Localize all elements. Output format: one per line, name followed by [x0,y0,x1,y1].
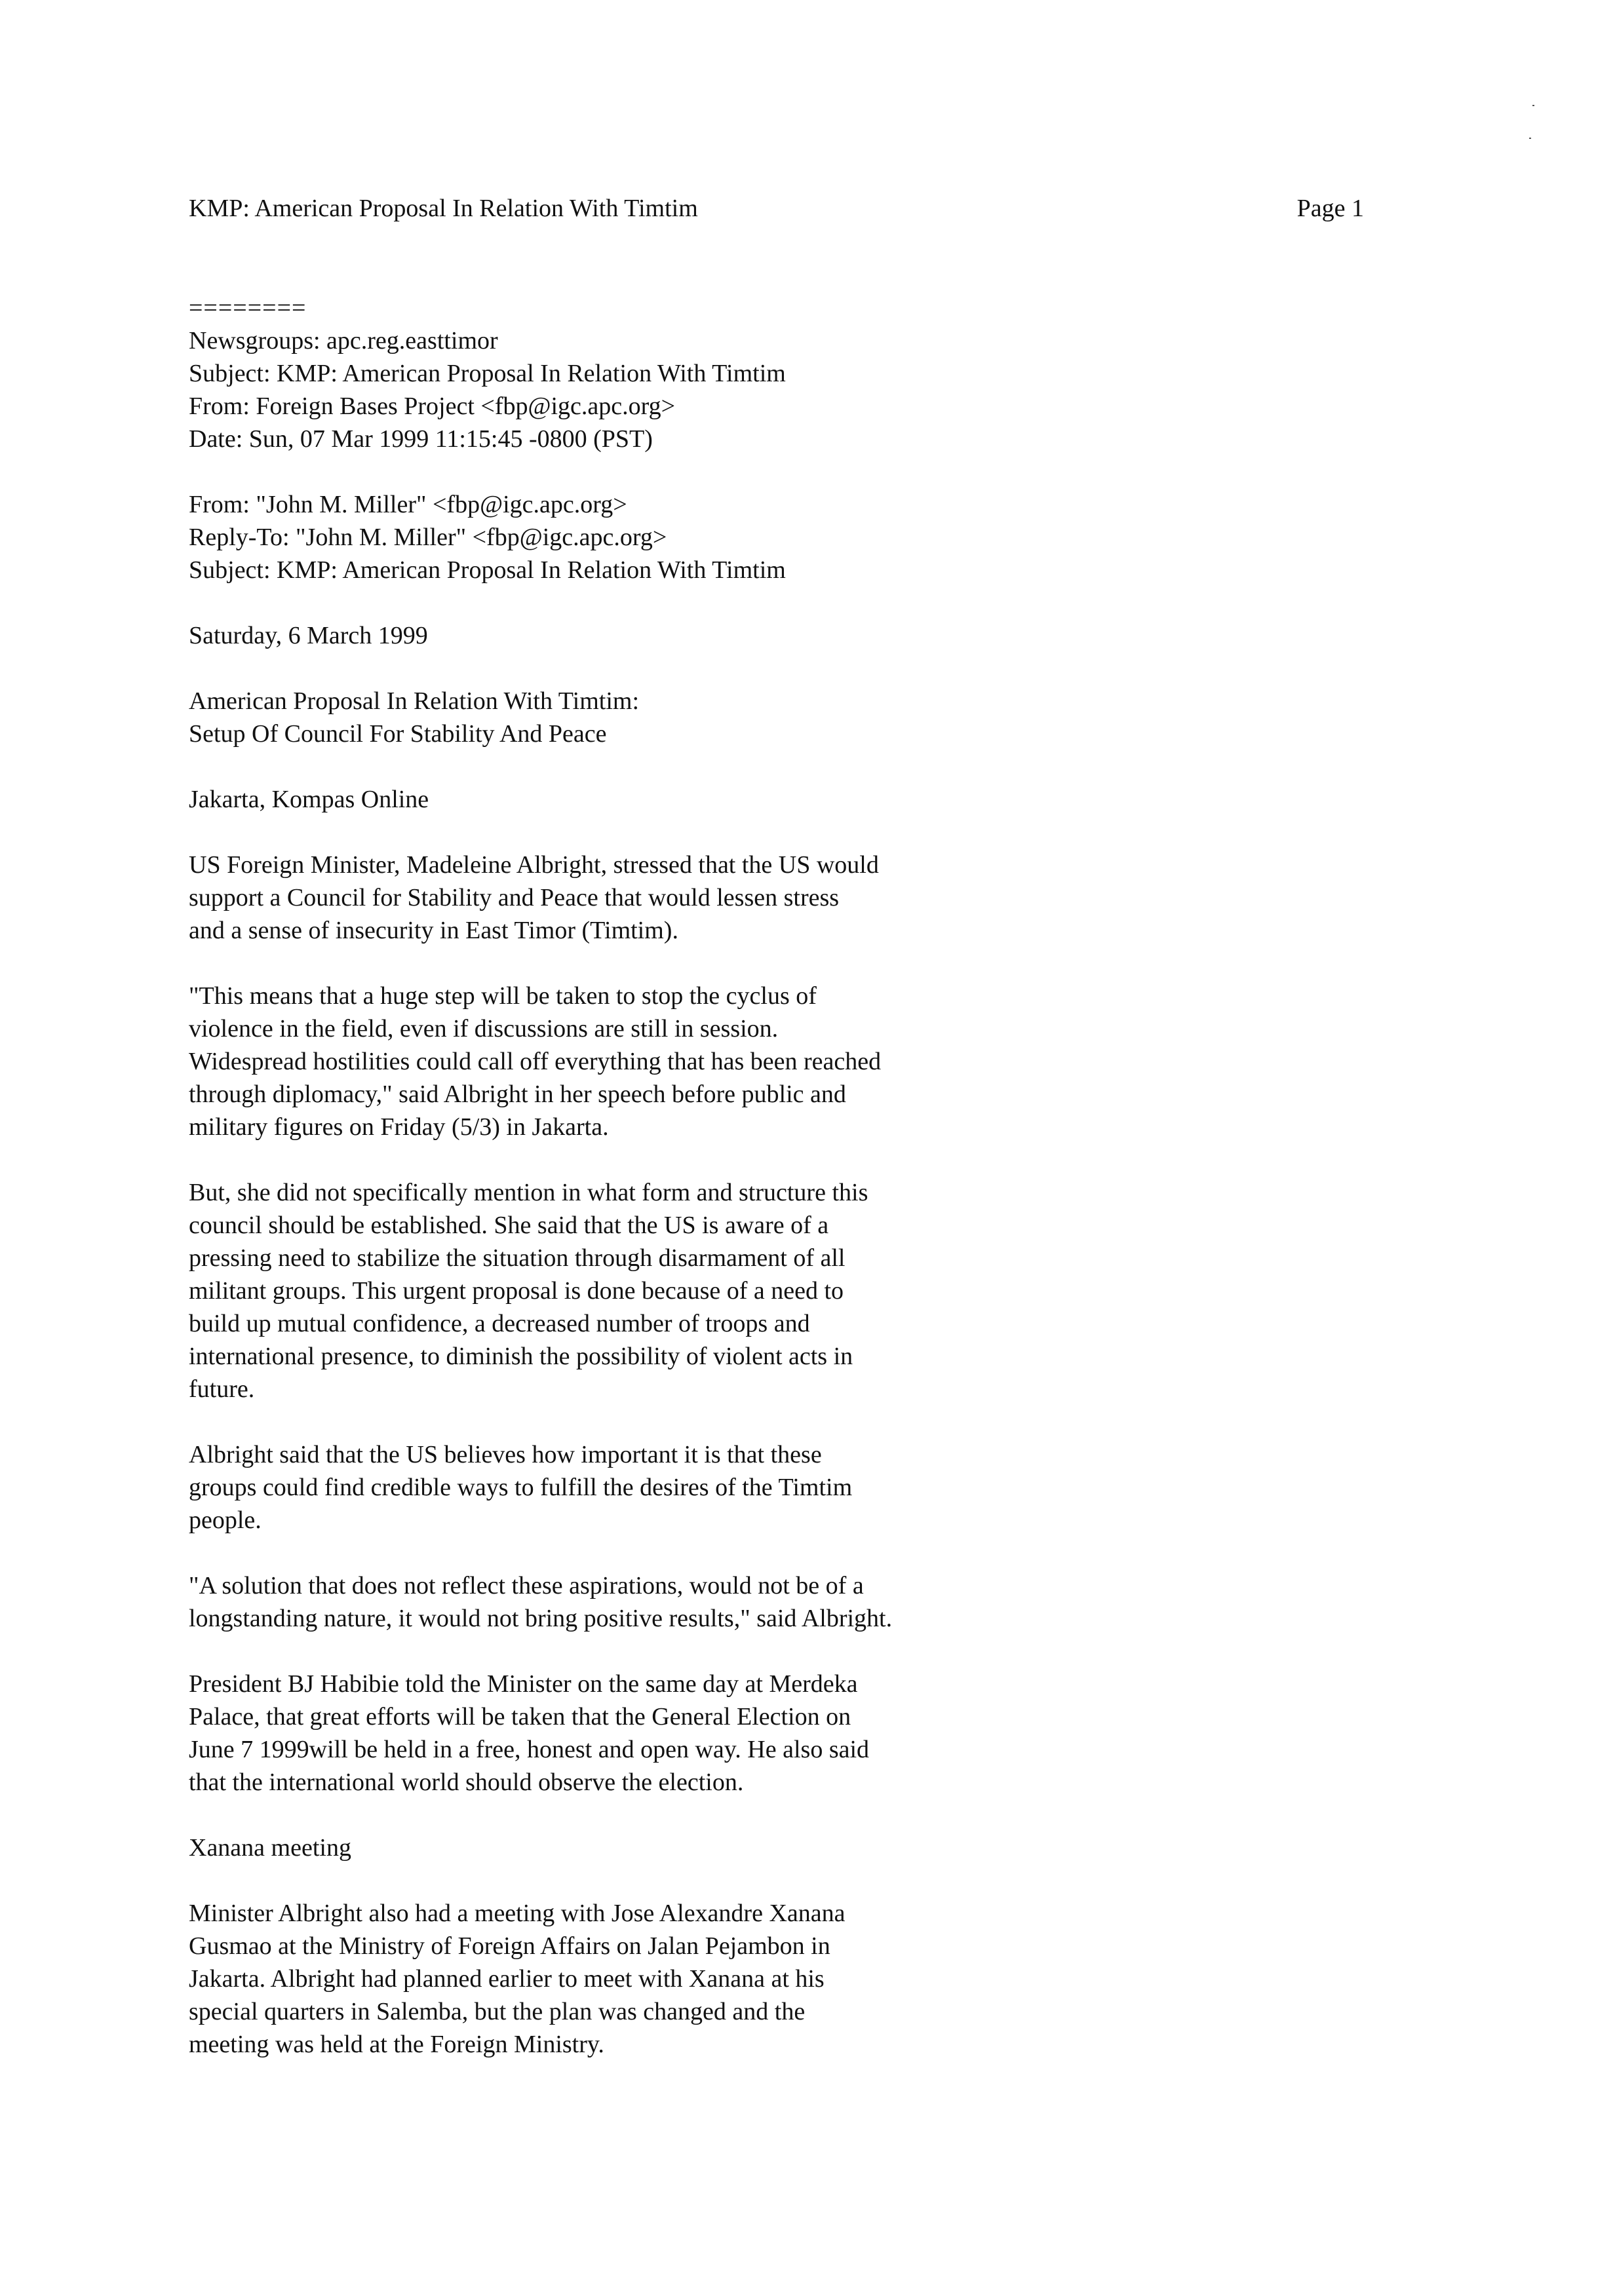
paragraph [189,849,1369,947]
source-text: Jakarta, Kompas Online [189,786,429,813]
paragraph-line: international presence, to diminish the possibility of violent acts in [189,1343,853,1370]
paragraph-line: Albright said that the US believes how important it is that these [189,1441,822,1468]
paragraph-line: pressing need to stabilize the situation through disarmament of all [189,1244,846,1272]
email-header [189,292,1369,455]
paragraph [189,1897,1369,2061]
paragraph-line: longstanding nature, it would not bring positive results," said Albright. [189,1605,893,1632]
paragraph [189,980,1369,1143]
article-source [189,783,1369,816]
section-heading [189,1831,1369,1864]
separator-line: ======== [189,294,307,322]
paragraph-line: US Foreign Minister, Madeleine Albright, stressed that the US would [189,851,879,879]
paragraph-line: Gusmao at the Ministry of Foreign Affairs on Jalan Pejambon in [189,1932,830,1960]
reply-to-line: Reply-To: "John M. Miller" <fbp@igc.apc.org> [189,524,667,551]
paragraph-line: and a sense of insecurity in East Timor (Timtim). [189,917,678,944]
paragraph-line: Jakarta. Albright had planned earlier to meet with Xanana at his [189,1965,825,1993]
paragraph-line: council should be established. She said that the US is aware of a [189,1212,829,1239]
paragraph [189,1176,1369,1406]
paragraph-line: that the international world should observe the election. [189,1769,744,1796]
paragraph-line: groups could find credible ways to fulfill the desires of the Timtim [189,1474,853,1501]
paragraph-line: "This means that a huge step will be taken to stop the cyclus of [189,982,817,1010]
paragraph-line: Widespread hostilities could call off everything that has been reached [189,1048,882,1075]
section-heading-text: Xanana meeting [189,1834,351,1862]
page-number: Page 1 [1296,195,1364,222]
headline-line: American Proposal In Relation With Timtim: [189,687,640,715]
paragraph-line: But, she did not specifically mention in what form and structure this [189,1179,868,1206]
page-header [189,191,1426,225]
paragraph-line: build up mutual confidence, a decreased number of troops and [189,1310,810,1337]
paragraph-line: "A solution that does not reflect these aspirations, would not be of a [189,1572,864,1599]
newsgroups-line: Newsgroups: apc.reg.easttimor [189,327,498,354]
paragraph-line: military figures on Friday (5/3) in Jakarta. [189,1113,609,1141]
paragraph-line: militant groups. This urgent proposal is done because of a need to [189,1277,844,1305]
scan-speck [1532,105,1534,106]
article-headline [189,685,1369,750]
paragraph-line: support a Council for Stability and Peace that would lessen stress [189,884,840,911]
paragraph-line: President BJ Habibie told the Minister on the same day at Merdeka [189,1670,858,1698]
paragraph-line: special quarters in Salemba, but the plan was changed and the [189,1998,806,2025]
paragraph [189,1668,1369,1799]
paragraph-line: June 7 1999will be held in a free, honest and open way. He also said [189,1736,870,1763]
subject-line: Subject: KMP: American Proposal In Relation With Timtim [189,556,786,584]
paragraph-line: violence in the field, even if discussions are still in session. [189,1015,779,1043]
from-line: From: Foreign Bases Project <fbp@igc.apc.org> [189,392,676,420]
document-body [189,292,1369,2061]
paragraph-line: meeting was held at the Foreign Ministry. [189,2031,604,2058]
forward-header [189,488,1369,586]
header-title: KMP: American Proposal In Relation With Timtim [189,195,698,222]
from-line: From: "John M. Miller" <fbp@igc.apc.org> [189,491,627,518]
headline-line: Setup Of Council For Stability And Peace [189,720,607,748]
scan-speck [1529,138,1531,139]
article-dateline [189,619,1369,652]
paragraph [189,1569,1369,1635]
paragraph [189,1438,1369,1537]
paragraph-line: future. [189,1375,255,1403]
paragraph-line: through diplomacy," said Albright in her speech before public and [189,1081,846,1108]
date-line: Date: Sun, 07 Mar 1999 11:15:45 -0800 (PST) [189,425,653,453]
paragraph-line: Palace, that great efforts will be taken that the General Election on [189,1703,851,1731]
paragraph-line: Minister Albright also had a meeting with Jose Alexandre Xanana [189,1900,846,1927]
subject-line: Subject: KMP: American Proposal In Relation With Timtim [189,360,786,387]
paragraph-line: people. [189,1506,262,1534]
dateline-text: Saturday, 6 March 1999 [189,622,428,649]
